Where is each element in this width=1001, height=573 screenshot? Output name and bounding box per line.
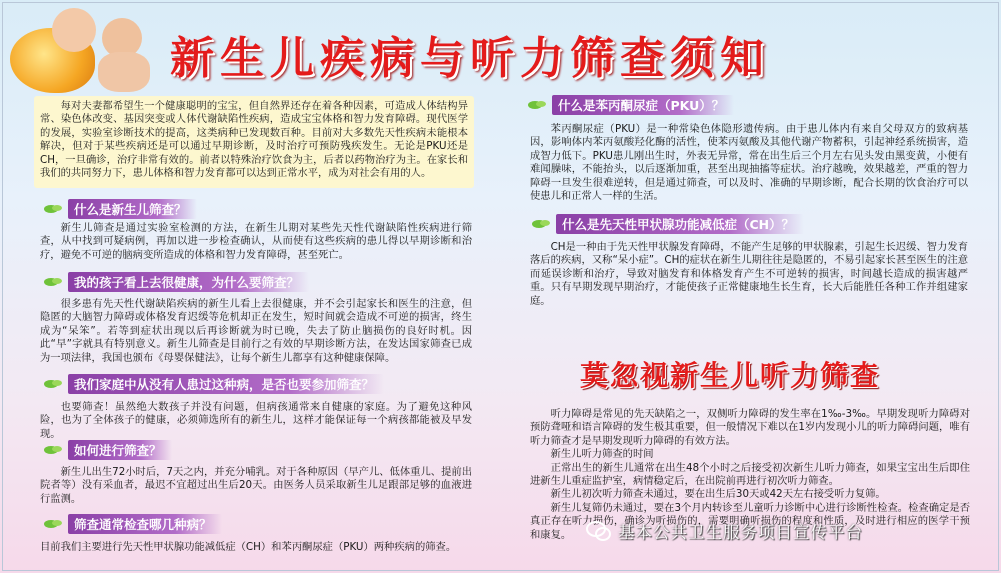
leaf-icon (44, 444, 62, 456)
hearing-text: 新生儿复筛仍未通过，要在3个月内转诊至儿童听力诊断中心进行诊断性检查。检查确定是否真正存在听力损伤，确诊为听损伤的，需要明确听损伤的程度和性质，及时进行相应的医学干预和康复。 (530, 501, 970, 541)
section-body-text: CH是一种由于先天性甲状腺发育障碍，不能产生足够的甲状腺素，引起生长迟缓、智力发育落后的疾病，又称“呆小症”。CH的症状在新生儿期往往是隐匿的，不易引起家长甚至医生的注意而延误诊断和治疗，导致对脑发育和体格发育产生不可逆转的损害，时间越长造成的损害越严重。只有早期发现早期治疗，才能使孩子正常健康地生长生育，长大后能胜任各种工作并组建家庭。 (530, 241, 968, 307)
section-heading-text: 什么是先天性甲状腺功能减低症（CH）？ (556, 214, 804, 234)
baby-figure (52, 8, 96, 52)
section-heading (44, 441, 172, 459)
section-body-text: 新生儿筛查是通过实验室检测的方法，在新生儿期对某些先天性代谢缺陷性疾病进行筛查，从中找到可疑病例，再加以进一步检查确认，从而使有这些疾病的患儿得以早期诊断和治疗，避免不可逆的脑病变所造成的体格和智力发育障碍，甚至死亡。 (40, 222, 472, 261)
section-heading (528, 96, 734, 114)
section-heading (44, 273, 309, 291)
leaf-icon (44, 276, 62, 288)
leaf-icon (532, 218, 550, 230)
hearing-text: 新生儿听力筛查的时间 (550, 448, 654, 461)
intro-box (34, 96, 474, 188)
section-heading-text: 筛查通常检查哪几种病？ (68, 514, 222, 534)
section-heading (532, 215, 804, 233)
section-body (530, 123, 968, 203)
hero-illustration (10, 8, 160, 93)
baby-body (98, 52, 150, 92)
hearing-title: 莫忽视新生儿听力筛查 (580, 359, 881, 392)
watermark (586, 519, 863, 543)
hearing-text: 正常出生的新生儿通常在出生48个小时之后接受初次新生儿听力筛查，如果宝宝出生后即住进新生儿重症监护室，病情稳定后，在出院前再进行初次听力筛查。 (530, 461, 970, 488)
section-body (40, 298, 472, 365)
wechat-icon (586, 520, 612, 542)
section-heading (44, 200, 197, 218)
poster-title: 新生儿疾病与听力筛查须知 (170, 33, 770, 84)
section-heading-text: 什么是苯丙酮尿症（PKU）？ (552, 95, 734, 115)
section-body-text: 也要筛查！虽然绝大数孩子并没有问题，但病孩通常来自健康的家庭。为了避免这种风险，也为了全体孩子的健康，必须筛选所有的新生儿，这样才能保证每一个病孩都能被及早发现。 (40, 401, 472, 440)
section-heading-text: 如何进行筛查？ (68, 440, 172, 460)
section-body-text: 苯丙酮尿症（PKU）是一种常染色体隐形遗传病。由于患儿体内有来自父母双方的致病基因，影响体内苯丙氨酸羟化酶的活性，使苯丙氨酸及其他代谢产物蓄积，引起神经系统损害，造成智力低下。PKU患儿刚出生时，外表无异常，常在出生后三个月左右见头发由黑变黄，小便有难闻臊味，不能抬头，以后逐渐加重，甚至出现抽搐等症状。治疗越晚，效果越差，严重的智力障碍一旦发生很难逆转，但是通过筛查，可以及时、准确的早期诊断，配合长期的饮食治疗可以使患儿和正常人一样的生活。 (530, 123, 968, 203)
section-body-text: 很多患有先天性代谢缺陷疾病的新生儿看上去很健康，并不会引起家长和医生的注意，但隐匿的大脑智力障碍或体格发育迟缓等危机却正在发生，短时间就会造成不可逆的损害，终生成为“呆笨”。若等到症状出现以后再诊断就为时已晚，失去了防止脑损伤的良好时机。因此“早”字就具有特别意义。新生儿筛查是目前行之有效的早期诊断方法，在发达国家筛查已成为一项法律，我国也颁布《母婴保健法》，让每个新生儿都享有这种健康保障。 (40, 298, 472, 364)
leaf-icon (528, 99, 546, 111)
leaf-icon (44, 203, 62, 215)
section-body (530, 241, 968, 308)
hearing-text: 听力障碍是常见的先天缺陷之一，双侧听力障碍的发生率在1‰-3‰。早期发现听力障碍对预防聋哑和语言障碍的发生极其重要，但一般情况下难以在1岁内发现小儿的听力障碍问题，唯有听力筛查才是早期发现听力障碍的有效方法。 (530, 408, 970, 447)
hearing-text: 新生儿初次听力筛查未通过，要在出生后30天或42天左右接受听力复筛。 (550, 488, 886, 501)
section-body (40, 222, 472, 262)
section-body-text: 目前我们主要进行先天性甲状腺功能减低症（CH）和苯丙酮尿症（PKU）两种疾病的筛查。 (40, 541, 457, 553)
section-heading (44, 515, 222, 533)
section-heading (44, 375, 384, 393)
section-heading-text: 我的孩子看上去很健康，为什么要筛查？ (68, 272, 309, 292)
section-heading-text: 我们家庭中从没有人患过这种病，是否也要参加筛查？ (68, 374, 384, 394)
section-body (40, 466, 472, 506)
leaf-icon (44, 518, 62, 530)
leaf-icon (44, 378, 62, 390)
section-heading-text: 什么是新生儿筛查？ (68, 199, 197, 219)
section-body (40, 541, 480, 554)
intro-text: 每对夫妻都希望生一个健康聪明的宝宝，但自然界还存在着各种因素，可造成人体结构异常、染色体改变、基因突变或人体代谢缺陷性疾病，造成宝宝体格和智力发育障碍。现代医学的发展，实验室诊断技术的提高，这类病种已发现数百种。目前对大多数先天性疾病未能根本解决，但对于某些疾病还是可以通过早期诊断，及时治疗可预防残疾发生。无论是PKU还是CH，一旦确诊，治疗非常有效的。前者以特殊治疗饮食为主，后者以药物治疗为主。在家长和我们的共同努力下，患儿体格和智力发育都可以达到正常水平，成为对社会有用的人。 (40, 100, 468, 180)
watermark-text: 基本公共卫生服务项目宣传平台 (618, 523, 863, 542)
section-body (40, 401, 472, 441)
section-body-text: 新生儿出生72小时后，7天之内，并充分哺乳。对于各种原因（早产儿、低体重儿、提前出院者等）没有采血者，最迟不宜超过出生后20天。由医务人员采取新生儿足跟部足够的血液进行监测。 (40, 466, 472, 505)
